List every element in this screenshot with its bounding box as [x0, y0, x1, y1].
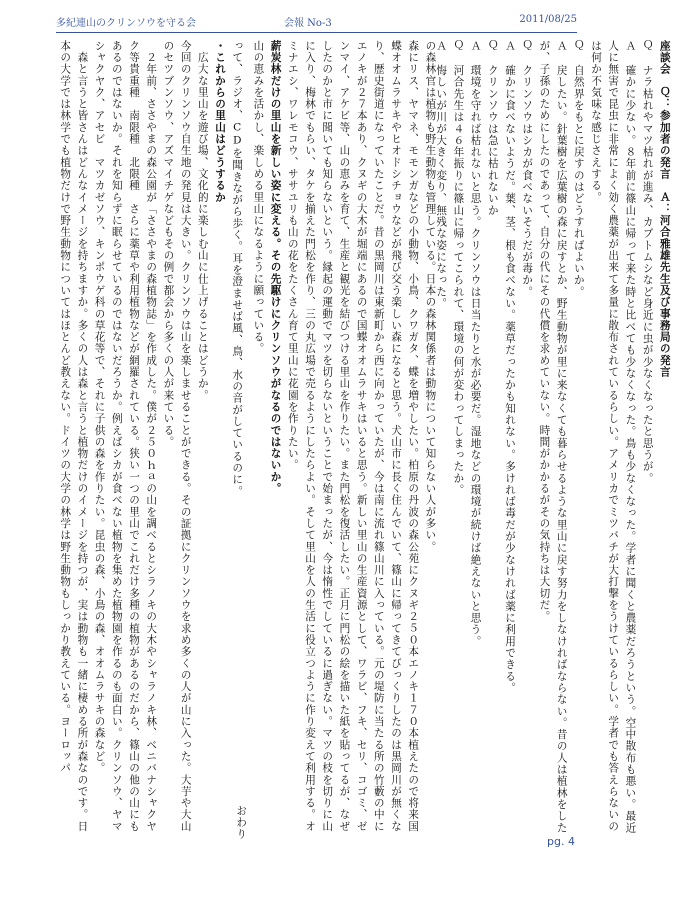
- paragraph: Ｑ クリンソウはシカが食べないそうだが毒か。: [521, 40, 534, 298]
- column-text: [232, 40, 438, 840]
- paragraph: 今回のクリンソウ自生地の発見は大きい。クリンソウは山を楽しませることができる。その証拠にクリンソウを求め多くの人が山に入った。大芋や大山のセツブンソウ、アズマイチゲなどもその例で都会から多くの人が来ている。: [162, 40, 192, 833]
- section-heading: ・これからの里山はどうするか: [214, 40, 227, 204]
- column-middle: [232, 40, 437, 840]
- column-text: [56, 40, 245, 840]
- section-heading: 座談会 Ｑ：参加者の発言 Ａ：河合雅雄先生及び事務局の発言: [658, 40, 671, 378]
- paragraph: Ａ 確かに食べないようだ。葉、茎、根も食べない。薬草だったかも知れない。多ければ毒だが少なければ薬に利用できる。: [504, 40, 517, 694]
- page-header: [56, 14, 577, 32]
- paragraph: 広大な里山を遊び場、文化的に楽しむ山に仕上げることはどうか。: [196, 40, 209, 402]
- paragraph: 森と言うと皆さんはどんなイメージを持ちますか。多くの人は森と言うと植物だけのイメージを持つが、実は動物も一緒に棲める所が森なのです。日本の大学では林学でも植物だけで野生動物についてはほとんど教えない。ドイツの大学の林学は野生動物もしっかり教えている。ヨーロッパ: [59, 40, 89, 833]
- paragraph: Ａ 環境を守れば枯れないと思う。クリンソウは日当たりと水が必要だ。湿地などの環境が続けば絶えないと思う。: [469, 40, 482, 648]
- page-number: pg. 4: [547, 835, 575, 848]
- paragraph: ２年前、ささやまの森公園が「ささやまの森植物誌」を作成した。僕が２５０ｈａの山を調べるとシラノキの大木やシャラノキ林、ベニバナシャクヤク等貴重種 南限種 北限種 さらに薬草や利用植物などが網羅されている。狭い一つの里山でこれだけ多種の植物があるのだから、篠山の他の山にもあるのではないか。それを知らずに眠らせているのではないだろうか。例えばシカが食べない植物を集めた植物園を作るのも面白い。クリンソウ、ヤマシャクヤク、アセビ マツカゼソウ、キンポウゲ科の草花等で、それに子供の森を作りたい。昆虫の森、小鳥の森、オオムラサキの森など。: [93, 40, 158, 833]
- paragraph: の森林官は植物も野生動物も管理している。日本の森林関係者は動物について知らない人が多い。: [424, 40, 437, 553]
- paragraph: って、ラジオ、CDを聞きながら歩く。耳を澄ませば風、鳥、水の音がしているのに。: [231, 40, 244, 498]
- paragraph: 森にリス、ヤマネ、モモンガなどの小動物、小鳥、クワガタ、蝶を増やしたい。柏原の丹波の森公苑にクヌギ２５０本エノキ１７０本植えたので将来国蝶オオムラサキやヒオドシチョウなどが飛び交う楽しい森になると思う。犬山市に長く住んでいて、篠山に帰ってきてびっくりしたのは黒岡川が無くなり、歴史街道になっていたことだ。昔の黒岡川は東新町から西に向かっていたが、今は南に流れ篠山川に入っている。元の堤防に当たる所の竹藪の中にエノキが２７本あり、クヌギの大木が堀端にあるので国蝶オオムラサキはいると思う。新しい里山の生産資源として、ワラビ、フキ、セリ、コゴミ、ゼンマイ、アケビ等、山の恵みを育て、生産と観光を結びつける里山を作りたい。また門松を復活したい。正月に門松の絵を描いた紙を貼ってるが、なぜしたのかと市に聞いても知らないという。縁起の運動でマツを切らないということで始まったが、今は惰性でしているに過ぎない。マツの枝を切りに山に入り、梅林でもらい、タケを揃えた門松を作り、三の丸広場で売るようにしたらよい。そして里山を人の生活に役立つように作り変えて利用する。オミナエシ、ワレモコウ、ササユリも山の花をたくさん育て里山に花園を作りたい。: [286, 40, 420, 833]
- paragraph: 薪炭林だけの里山を新しい姿に変える。その先駆けにクリンソウがなるのではないか。: [269, 40, 282, 495]
- issue-date: 2011/08/25: [519, 14, 577, 25]
- paragraph: Ａ 確かに少ない。８年前に篠山に帰って来た時と比べても少なくなった。鳥も少なくなった。学者に聞くと農薬だろうという。空中散布も悪い。最近人に無害で昆虫に非常によく効く農薬が出来て多量に散布されているらしい。アメリカでミツバチが大打撃をうけているらしい。学者でも答えらないのは何か不気味な感じさえする。: [590, 40, 637, 834]
- paragraph: Ｑ 自然界をもとに戻すのはどうすればよいか。: [572, 40, 585, 298]
- paragraph: Ａ 悔しいが川が大きく変り、無残な姿になった。: [435, 40, 448, 310]
- paragraph: 山の恵みを活かし、楽しめる里山になるように願っている。: [252, 40, 265, 355]
- column-right: [432, 40, 671, 840]
- paragraph: Ｑ 河合先生は４６年振りに篠山に帰ってこられて、環境の何が変わってしまったか。: [452, 40, 465, 496]
- paragraph: Ｑ クリンソウは急に枯れないか: [486, 40, 499, 217]
- paragraph: おわり: [235, 805, 248, 840]
- header-rule: [56, 32, 577, 33]
- paragraph: Ｑ ナラ枯れやマツ枯れが進み、カブトムシなど身近に虫が少なくなったと思うが。: [641, 40, 654, 485]
- issue-number: 会報 No-3: [284, 18, 332, 29]
- org-name: 多紀連山のクリンソウを守る会: [56, 18, 196, 29]
- column-text: [432, 40, 673, 840]
- paragraph: Ａ 戻したい。針葉樹を広葉樹の森に戻すとか、野生動物が里に来なくても暮らせるような里山に戻す努力をしなければならない。昔の人は植林をしたが、子孫のためにしたのであって、自分の代にその代償を求めていない。時間がかかるがその気持ちは大切だ。: [538, 40, 568, 834]
